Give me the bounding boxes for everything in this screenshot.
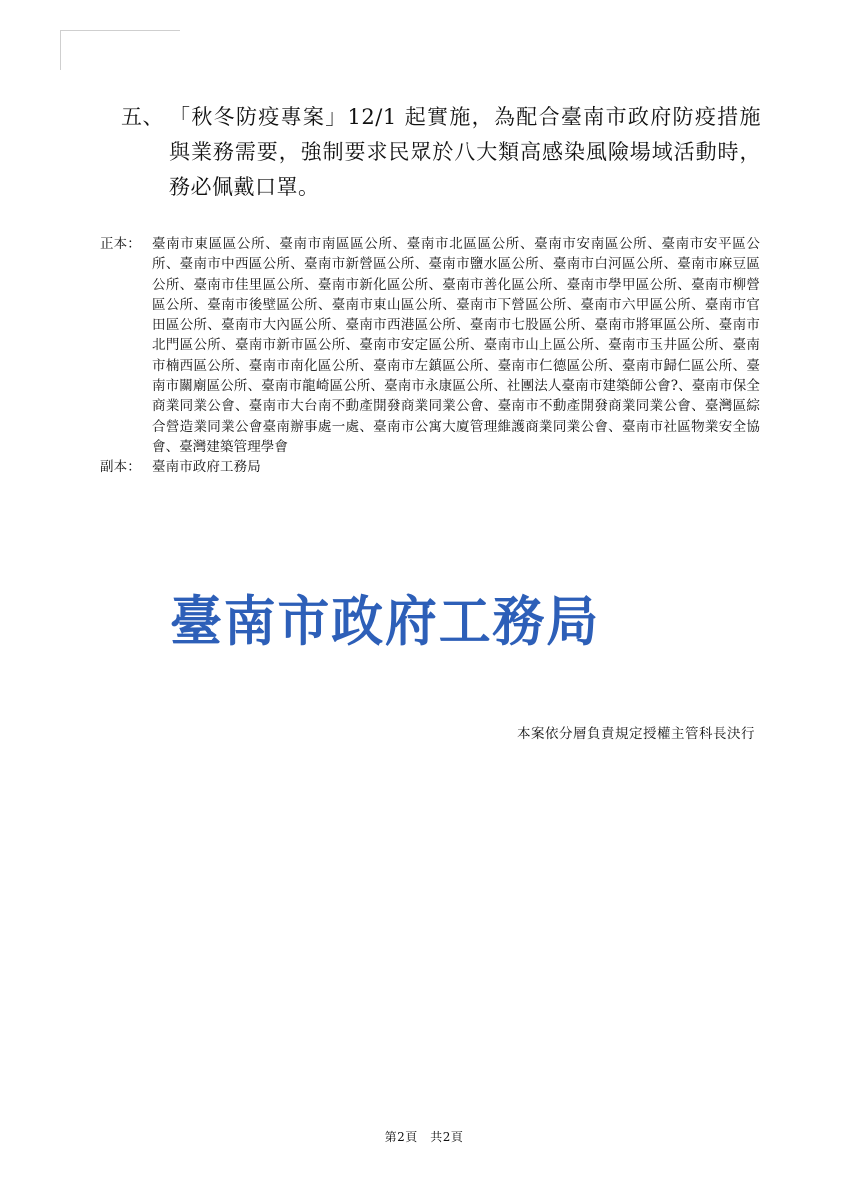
main-recipients-list: 臺南市東區區公所、臺南市南區區公所、臺南市北區區公所、臺南市安南區公所、臺南市安平區公所、臺南市中西區公所、臺南市新營區公所、臺南市鹽水區公所、臺南市白河區公所、臺南市麻豆區公所、臺南市佳里區公所、臺南市新化區公所、臺南市善化區公所、臺南市學甲區公所、臺南市柳營區公所、臺南市後壁區公所、臺南市東山區公所、臺南市下營區公所、臺南市六甲區公所、臺南市官田區公所、臺南市大內區公所、臺南市西港區公所、臺南市七股區公所、臺南市將軍區公所、臺南市北門區公所、臺南市新市區公所、臺南市安定區公所、臺南市山上區公所、臺南市玉井區公所、臺南市楠西區公所、臺南市南化區公所、臺南市左鎮區公所、臺南市仁德區公所、臺南市歸仁區公所、臺南市關廟區公所、臺南市龍崎區公所、臺南市永康區公所、社團法人臺南市建築師公會?、臺南市保全商業同業公會、臺南市大台南不動產開發商業同業公會、臺南市不動產開發商業同業公會、臺灣區綜合營造業同業公會臺南辦事處一處、臺南市公寓大廈管理維護商業同業公會、臺南市社區物業安全協會、臺灣建築管理學會 <box>152 236 760 455</box>
item-text: 「秋冬防疫專案」12/1 起實施，為配合臺南市政府防疫措施與業務需要，強制要求民眾於八大類高感染風險場域活動時，務必佩戴口罩。 <box>169 105 761 199</box>
seal-text: 臺南市政府工務局 <box>170 589 600 653</box>
item-five <box>121 100 761 205</box>
agency-seal-stamp <box>170 560 610 660</box>
copy-recipients-list: 臺南市政府工務局 <box>152 459 261 476</box>
page-number: 第2頁 共2頁 <box>384 1130 464 1144</box>
scan-speck <box>60 30 180 31</box>
main-recipients-row <box>100 234 760 457</box>
copy-recipients-row <box>100 457 760 477</box>
item-number: 五、 <box>121 105 164 129</box>
scan-speck <box>60 30 61 70</box>
main-recipients-label: 正本： <box>100 236 141 252</box>
authority-note: 本案依分層負責規定授權主管科長決行 <box>517 726 755 742</box>
copy-recipients-label: 副本： <box>100 459 141 476</box>
recipients-section <box>100 234 760 478</box>
